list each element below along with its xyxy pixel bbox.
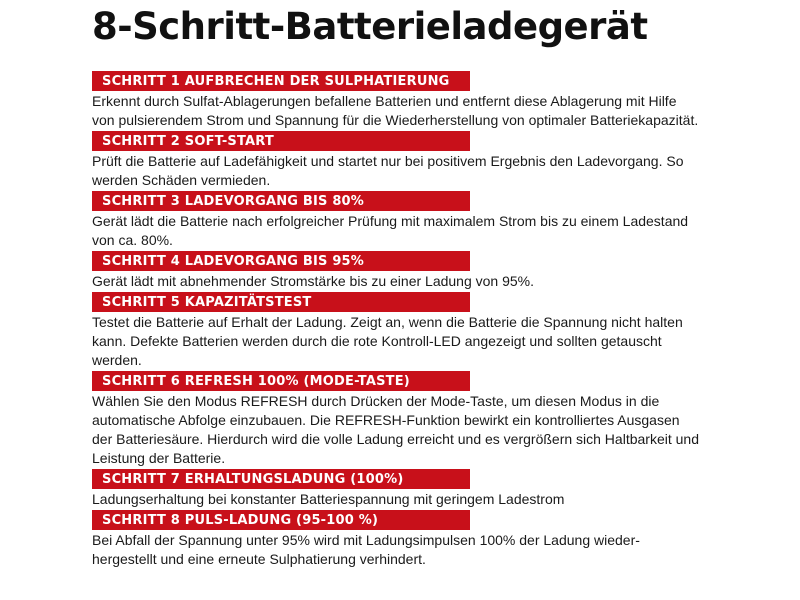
step-6-header: SCHRITT 6 REFRESH 100% (MODE-TASTE): [92, 371, 470, 391]
step-1-description: Erkennt durch Sulfat-Ablagerungen befallene Batterien und entfernt diese Ablagerung mit Hilfe von pulsierendem Strom und Spannung für die Wiederherstellung von optimaler Batteriekapazität.: [92, 93, 699, 128]
page-title: 8-Schritt-Batterieladegerät: [92, 5, 648, 48]
step-7: [92, 469, 792, 509]
step-4: [92, 251, 792, 291]
step-6-description: Wählen Sie den Modus REFRESH durch Drücken der Mode-Taste, um diesen Modus in die automatische Abfolge einzubauen. Die REFRESH-Funktion bewirkt ein kontrolliertes Ausgasen der Batteriesäure. Hierdurch wird die volle Ladung erreicht und es vergrößern sich Haltbarkeit und Leistung der Batterie.: [92, 393, 699, 466]
step-2-header: SCHRITT 2 SOFT-START: [92, 131, 470, 151]
step-4-header: SCHRITT 4 LADEVORGANG BIS 95%: [92, 251, 470, 271]
step-2: [92, 131, 792, 190]
step-1-header: SCHRITT 1 AUFBRECHEN DER SULPHATIERUNG: [92, 71, 470, 91]
step-3: [92, 191, 792, 250]
steps-list: [92, 70, 792, 569]
step-3-description: Gerät lädt die Batterie nach erfolgreicher Prüfung mit maximalem Strom bis zu einem Ladestand von ca. 80%.: [92, 213, 689, 248]
step-4-description: Gerät lädt mit abnehmender Stromstärke bis zu einer Ladung von 95%.: [92, 273, 535, 289]
step-5-header: SCHRITT 5 KAPAZITÄTSTEST: [92, 292, 470, 312]
step-5: [92, 292, 792, 370]
step-5-description: Testet die Batterie auf Erhalt der Ladung. Zeigt an, wenn die Batterie die Spannung nicht halten kann. Defekte Batterien werden durch die rote Kontroll-LED angezeigt und sollten getauscht werden.: [92, 314, 683, 368]
step-8-description: Bei Abfall der Spannung unter 95% wird mit Ladungsimpulsen 100% der Ladung wieder-hergestellt und eine erneute Sulphatierung verhindert.: [92, 532, 640, 567]
step-2-description: Prüft die Batterie auf Ladefähigkeit und startet nur bei positivem Ergebnis den Ladevorgang. So werden Schäden vermieden.: [92, 153, 684, 188]
step-8: [92, 510, 792, 569]
step-6: [92, 371, 792, 468]
step-3-header: SCHRITT 3 LADEVORGANG BIS 80%: [92, 191, 470, 211]
step-7-header: SCHRITT 7 ERHALTUNGSLADUNG (100%): [92, 469, 470, 489]
step-8-header: SCHRITT 8 PULS-LADUNG (95-100 %): [92, 510, 470, 530]
step-1: [92, 71, 792, 130]
step-7-description: Ladungserhaltung bei konstanter Batteriespannung mit geringem Ladestrom: [92, 491, 565, 507]
